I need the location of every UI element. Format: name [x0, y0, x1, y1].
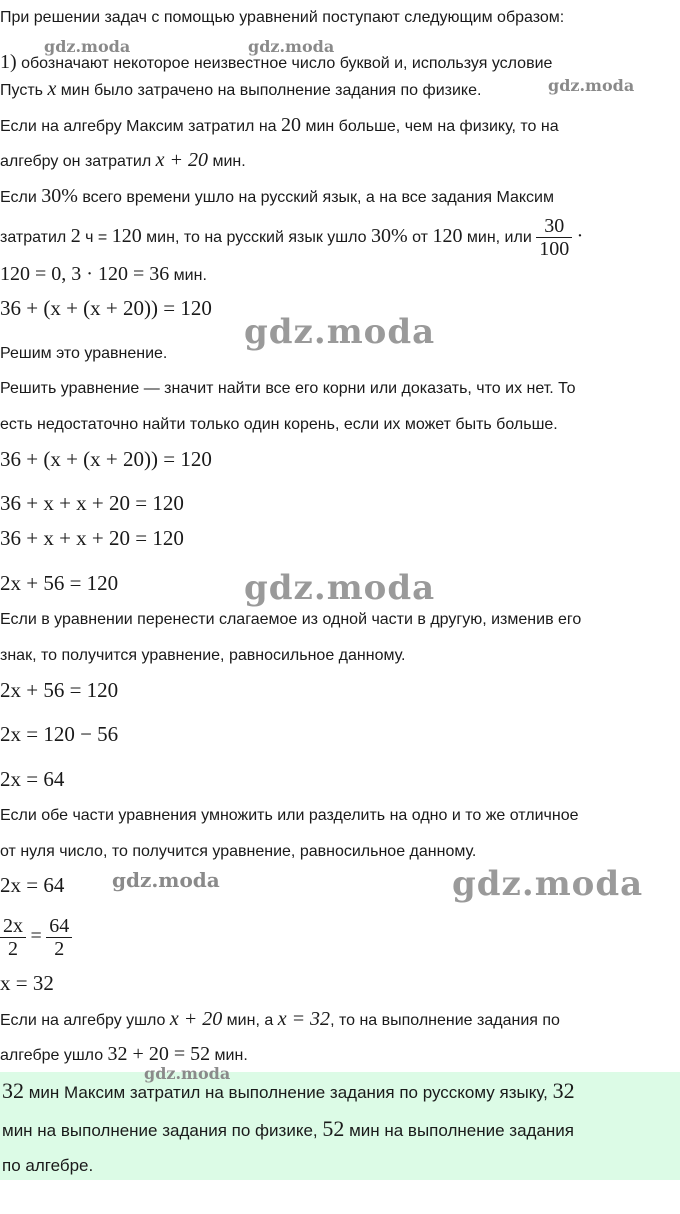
text-line-intro: При решении задач с помощью уравнений поступают следующим образом: — [0, 9, 565, 26]
text-line-russian-1: Если 30% всего времени ушло на русский язык, а на все задания Максим — [0, 185, 554, 207]
fraction-30-100: $\frac{30}{100}$ — [536, 215, 572, 260]
answer-block — [0, 1072, 680, 1180]
fraction-64-over-2: $\frac{64}{2}$ — [46, 915, 72, 960]
equation-6: 2x + 56 = 120 — [0, 678, 119, 702]
text-line-russian-result: 120 = 0, 3 · 120 = 36 мин. — [0, 263, 207, 285]
watermark: gdz.moda — [44, 37, 131, 56]
equation-2: 36 + (x + (x + 20)) = 120 — [0, 447, 212, 471]
answer-line-3: по алгебре. — [2, 1156, 94, 1175]
equation-3: 36 + x + x + 20 = 120 — [0, 491, 184, 515]
equation-10: $\frac{2x}{2}$ = $\frac{64}{2}$ — [0, 906, 72, 968]
text-line-definition-1: Решить уравнение — значит найти все его корни или доказать, что их нет. То — [0, 380, 576, 397]
equation-11: x = 32 — [0, 971, 54, 995]
text-line-divide-1: Если обе части уравнения умножить или разделить на одно и то же отличное — [0, 807, 579, 824]
text-line-transfer-1: Если в уравнении перенести слагаемое из одной части в другую, изменив его — [0, 611, 582, 628]
equation-4: 36 + x + x + 20 = 120 — [0, 526, 184, 550]
text-line-let-x: Пусть x мин было затрачено на выполнение задания по физике. — [0, 78, 482, 100]
equation-9: 2x = 64 — [0, 873, 65, 897]
watermark: gdz.moda — [244, 568, 436, 608]
watermark: gdz.moda — [248, 37, 335, 56]
text-line-algebra-1: Если на алгебру Максим затратил на 20 мин больше, чем на физику, то на — [0, 114, 559, 136]
equation-8: 2x = 64 — [0, 767, 65, 791]
text-line-step1: 1) обозначают некоторое неизвестное число буквой и, используя условие — [0, 51, 553, 73]
text-line-definition-2: есть недостаточно найти только один корень, если их может быть больше. — [0, 416, 558, 433]
answer-line-1: 32 мин Максим затратил на выполнение задания по русскому языку, 32 — [2, 1078, 575, 1103]
text-line-solve: Решим это уравнение. — [0, 345, 168, 362]
watermark: gdz.moda — [548, 76, 635, 95]
text-line-algebra-calc-2: алгебре ушло 32 + 20 = 52 мин. — [0, 1043, 248, 1065]
fraction-2x-over-2: $\frac{2x}{2}$ — [0, 915, 26, 960]
text-line-transfer-2: знак, то получится уравнение, равносильное данному. — [0, 647, 406, 664]
text-line-divide-2: от нуля число, то получится уравнение, равносильное данному. — [0, 843, 477, 860]
text-line-algebra-calc-1: Если на алгебру ушло x + 20 мин, а x = 32, то на выполнение задания по — [0, 1008, 560, 1030]
watermark: gdz.moda — [244, 312, 436, 352]
text-line-algebra-2: алгебру он затратил x + 20 мин. — [0, 149, 246, 171]
watermark: gdz.moda — [144, 1064, 231, 1083]
equation-5: 2x + 56 = 120 — [0, 571, 119, 595]
watermark: gdz.moda — [112, 868, 220, 892]
text-line-russian-2: затратил 2 ч = 120 мин, то на русский язык ушло 30% от 120 мин, или $\frac{30}{100}$ · — [0, 215, 584, 261]
equation-1: 36 + (x + (x + 20)) = 120 — [0, 296, 212, 320]
equation-7: 2x = 120 − 56 — [0, 722, 119, 746]
answer-line-2: мин на выполнение задания по физике, 52 мин на выполнение задания — [2, 1116, 575, 1141]
watermark: gdz.moda — [452, 864, 644, 904]
